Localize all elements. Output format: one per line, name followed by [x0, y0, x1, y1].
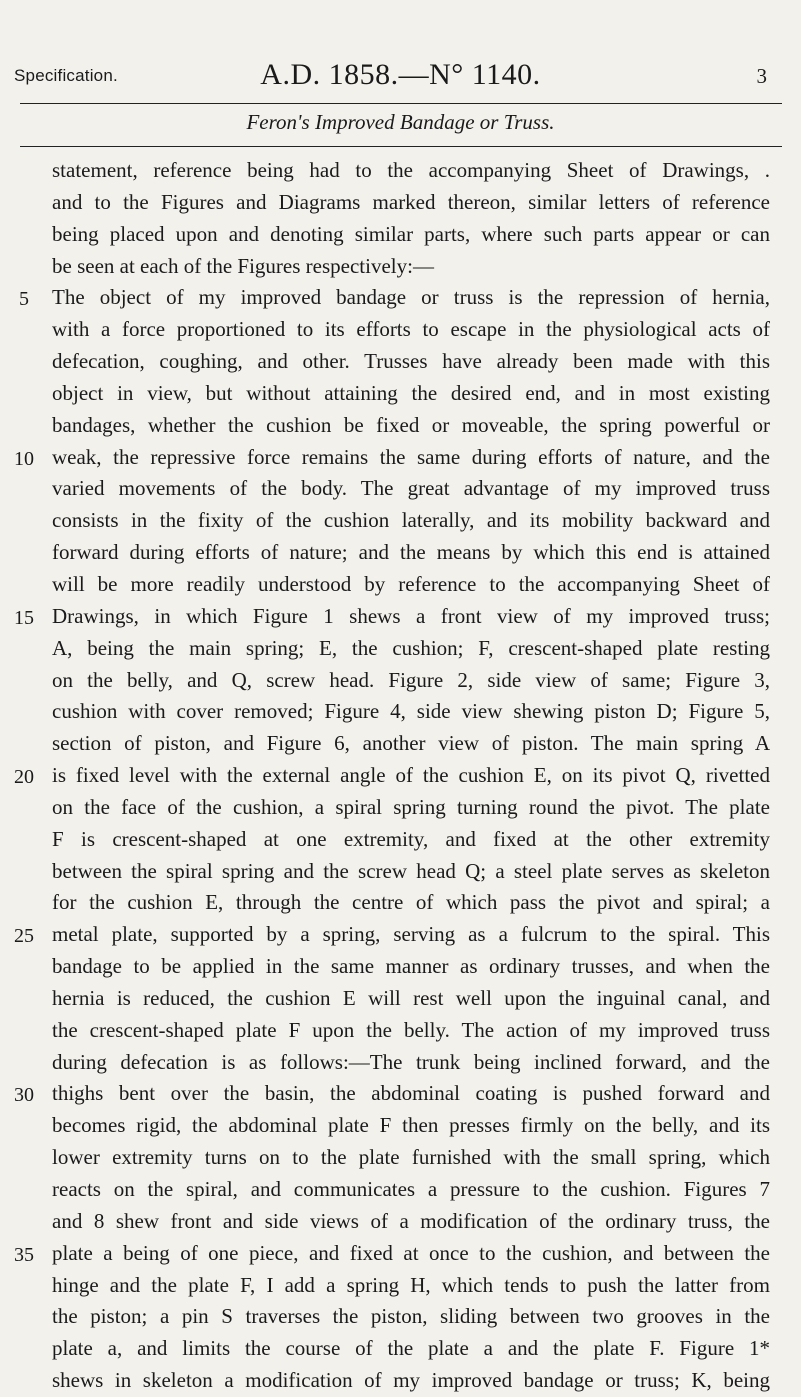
line-number: 25 — [14, 925, 34, 948]
line-number: 20 — [14, 766, 34, 789]
text-line — [0, 1015, 801, 1047]
text-line — [0, 1333, 801, 1365]
text-line — [0, 1110, 801, 1142]
line-text: shews in skeleton a modification of my improved bandage or truss; K, being — [52, 1368, 770, 1393]
text-line — [0, 537, 801, 569]
line-text: hinge and the plate F, I add a spring H, which tends to push the latter from — [52, 1272, 770, 1297]
line-number: 30 — [14, 1084, 34, 1107]
line-text: the piston; a pin S traverses the piston, sliding between two grooves in the — [52, 1304, 770, 1329]
text-line — [0, 1301, 801, 1333]
text-line — [0, 665, 801, 697]
line-text: bandage to be applied in the same manner as ordinary trusses, and when the — [52, 954, 770, 979]
line-number: 10 — [14, 447, 34, 470]
line-text: for the cushion E, through the centre of which pass the pivot and spiral; a — [52, 890, 770, 915]
patent-title: A.D. 1858.—N° 1140. — [260, 58, 541, 91]
text-line — [0, 314, 801, 346]
line-text: the crescent-shaped plate F upon the belly. The action of my improved truss — [52, 1017, 770, 1042]
text-line — [0, 219, 801, 251]
line-text: plate a being of one piece, and fixed at once to the cushion, and between the — [52, 1240, 770, 1265]
text-line — [0, 633, 801, 665]
line-text: forward during efforts of nature; and the means by which this end is attained — [52, 540, 770, 565]
text-line — [0, 282, 801, 314]
text-line — [0, 856, 801, 888]
text-line — [0, 1078, 801, 1110]
text-line — [0, 983, 801, 1015]
line-text: hernia is reduced, the cushion E will rest well upon the inguinal canal, and — [52, 985, 770, 1010]
line-number: 35 — [14, 1243, 34, 1266]
line-text: with a force proportioned to its efforts to escape in the physiological acts of — [52, 317, 770, 342]
text-line — [0, 346, 801, 378]
line-number: 5 — [19, 288, 29, 311]
text-line — [0, 1270, 801, 1302]
header-rule-top — [20, 103, 782, 104]
text-line — [0, 505, 801, 537]
line-text: becomes rigid, the abdominal plate F then presses firmly on the belly, and its — [52, 1113, 770, 1138]
line-text: F is crescent-shaped at one extremity, and fixed at the other extremity — [52, 826, 770, 851]
text-line — [0, 951, 801, 983]
line-text: during defecation is as follows:—The trunk being inclined forward, and the — [52, 1049, 770, 1074]
line-text: be seen at each of the Figures respectively:— — [52, 253, 434, 278]
line-text: thighs bent over the basin, the abdominal coating is pushed forward and — [52, 1081, 770, 1106]
line-text: plate a, and limits the course of the plate a and the plate F. Figure 1* — [52, 1336, 770, 1361]
line-text: section of piston, and Figure 6, another view of piston. The main spring A — [52, 731, 770, 756]
line-text: varied movements of the body. The great advantage of my improved truss — [52, 476, 770, 501]
line-text: statement, reference being had to the accompanying Sheet of Drawings, . — [52, 158, 770, 182]
line-text: between the spiral spring and the screw head Q; a steel plate serves as skeleton — [52, 858, 770, 883]
line-text: being placed upon and denoting similar parts, where such parts appear or can — [52, 221, 770, 246]
header-rule-bottom — [20, 146, 782, 147]
text-line — [0, 155, 801, 187]
text-line — [0, 919, 801, 951]
text-line — [0, 1142, 801, 1174]
line-text: reacts on the spiral, and communicates a pressure to the cushion. Figures 7 — [52, 1177, 770, 1201]
text-line — [0, 1047, 801, 1079]
text-line — [0, 473, 801, 505]
text-line — [0, 442, 801, 474]
line-text: consists in the fixity of the cushion laterally, and its mobility backward and — [52, 508, 770, 533]
line-text: A, being the main spring; E, the cushion; F, crescent-shaped plate resting — [52, 635, 770, 660]
text-line — [0, 410, 801, 442]
text-line — [0, 1206, 801, 1238]
line-text: weak, the repressive force remains the same during efforts of nature, and the — [52, 444, 770, 469]
text-line — [0, 760, 801, 792]
text-line — [0, 1365, 801, 1397]
text-line — [0, 728, 801, 760]
specification-label: Specification. — [14, 66, 118, 85]
line-text: The object of my improved bandage or truss is the repression of hernia, — [52, 285, 770, 310]
text-line — [0, 1174, 801, 1206]
running-subtitle: Feron's Improved Bandage or Truss. — [246, 110, 555, 134]
text-line — [0, 696, 801, 728]
line-number: 15 — [14, 606, 34, 629]
text-line — [0, 569, 801, 601]
text-line — [0, 792, 801, 824]
line-text: and 8 shew front and side views of a modification of the ordinary truss, the — [52, 1208, 770, 1233]
text-line — [0, 378, 801, 410]
text-line — [0, 601, 801, 633]
line-text: bandages, whether the cushion be fixed or moveable, the spring powerful or — [52, 412, 770, 437]
line-text: Drawings, in which Figure 1 shews a front view of my improved truss; — [52, 603, 770, 628]
line-text: on the belly, and Q, screw head. Figure 2, side view of same; Figure 3, — [52, 667, 770, 692]
line-text: is fixed level with the external angle of the cushion E, on its pivot Q, rivetted — [52, 763, 770, 788]
line-text: object in view, but without attaining the desired end, and in most existing — [52, 380, 770, 405]
text-line — [0, 1238, 801, 1270]
line-text: and to the Figures and Diagrams marked thereon, similar letters of reference — [52, 189, 770, 214]
line-text: lower extremity turns on to the plate furnished with the small spring, which — [52, 1145, 770, 1170]
line-text: will be more readily understood by reference to the accompanying Sheet of — [52, 571, 770, 596]
line-text: cushion with cover removed; Figure 4, side view shewing piston D; Figure 5, — [52, 699, 770, 724]
line-text: metal plate, supported by a spring, serving as a fulcrum to the spiral. This — [52, 922, 770, 947]
line-text: defecation, coughing, and other. Trusses have already been made with this — [52, 349, 770, 374]
line-text: on the face of the cushion, a spiral spring turning round the pivot. The plate — [52, 794, 770, 819]
text-line — [0, 824, 801, 856]
page-number: 3 — [756, 64, 767, 88]
text-line — [0, 187, 801, 219]
page-header — [0, 58, 801, 98]
body-text — [0, 155, 801, 1397]
text-line — [0, 887, 801, 919]
text-line — [0, 251, 801, 283]
